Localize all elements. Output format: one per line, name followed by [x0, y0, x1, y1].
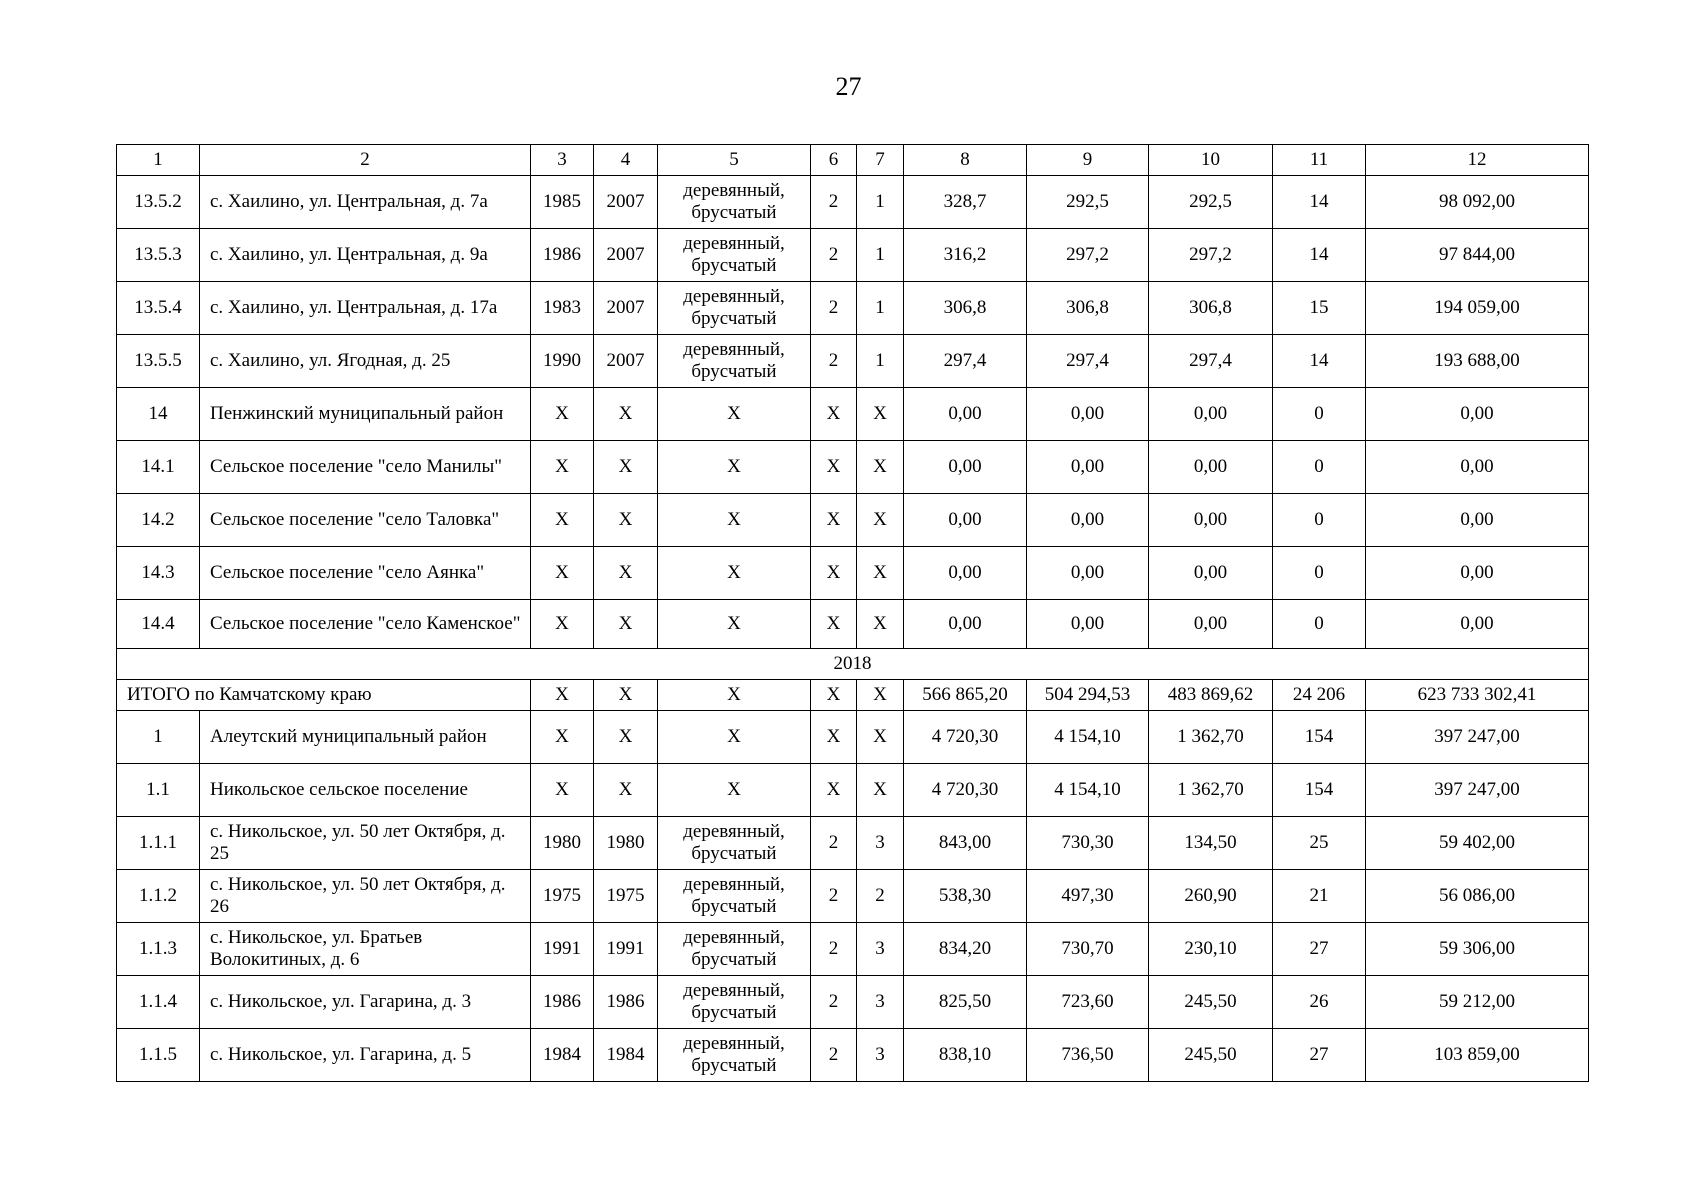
cell-c5: деревянный, брусчатый	[658, 870, 811, 923]
cell-c10: 0,00	[1149, 388, 1273, 441]
cell-c7: 3	[857, 976, 904, 1029]
cell-c5: X	[658, 600, 811, 649]
table-row	[117, 229, 1589, 282]
cell-c11: 0	[1273, 388, 1366, 441]
cell-no: 1.1.4	[117, 976, 200, 1029]
cell-name: с. Никольское, ул. Братьев Волокитиных, д. 6	[200, 923, 531, 976]
cell-c9: 297,2	[1027, 229, 1149, 282]
cell-c4: 2007	[594, 176, 658, 229]
cell-c4: X	[594, 494, 658, 547]
cell-c4: X	[594, 441, 658, 494]
cell-c3: 1985	[531, 176, 594, 229]
cell-c7: 1	[857, 335, 904, 388]
cell-c3: X	[531, 764, 594, 817]
table-row	[117, 547, 1589, 600]
cell-name: Сельское поселение "село Аянка"	[200, 547, 531, 600]
cell-c6: 2	[811, 335, 857, 388]
column-header: 5	[658, 145, 811, 176]
cell-c7: 3	[857, 817, 904, 870]
table-row	[117, 388, 1589, 441]
total-cell-c9: 504 294,53	[1027, 680, 1149, 711]
cell-name: Сельское поселение "село Манилы"	[200, 441, 531, 494]
table-row	[117, 764, 1589, 817]
cell-c7: 3	[857, 923, 904, 976]
cell-c10: 245,50	[1149, 976, 1273, 1029]
cell-no: 13.5.2	[117, 176, 200, 229]
cell-c11: 27	[1273, 923, 1366, 976]
cell-c3: X	[531, 547, 594, 600]
total-cell-c11: 24 206	[1273, 680, 1366, 711]
cell-c6: 2	[811, 817, 857, 870]
column-header: 4	[594, 145, 658, 176]
cell-c8: 0,00	[904, 388, 1027, 441]
cell-name: Никольское сельское поселение	[200, 764, 531, 817]
column-header: 12	[1366, 145, 1589, 176]
cell-c3: X	[531, 441, 594, 494]
cell-c9: 723,60	[1027, 976, 1149, 1029]
cell-no: 1.1.5	[117, 1029, 200, 1082]
cell-c4: X	[594, 600, 658, 649]
year-label: 2018	[117, 649, 1589, 680]
cell-c7: 1	[857, 176, 904, 229]
cell-name: Сельское поселение "село Таловка"	[200, 494, 531, 547]
column-header: 3	[531, 145, 594, 176]
cell-c9: 736,50	[1027, 1029, 1149, 1082]
cell-c6: X	[811, 547, 857, 600]
cell-c6: 2	[811, 282, 857, 335]
cell-c6: X	[811, 764, 857, 817]
column-header: 9	[1027, 145, 1149, 176]
cell-c8: 0,00	[904, 494, 1027, 547]
cell-c4: 1980	[594, 817, 658, 870]
cell-c6: 2	[811, 976, 857, 1029]
cell-c12: 59 212,00	[1366, 976, 1589, 1029]
total-label: ИТОГО по Камчатскому краю	[117, 680, 531, 711]
cell-c10: 0,00	[1149, 494, 1273, 547]
cell-c4: X	[594, 388, 658, 441]
table-row	[117, 600, 1589, 649]
column-header: 2	[200, 145, 531, 176]
cell-c10: 0,00	[1149, 547, 1273, 600]
total-cell-c6: X	[811, 680, 857, 711]
cell-no: 1	[117, 711, 200, 764]
cell-c8: 0,00	[904, 547, 1027, 600]
cell-c8: 0,00	[904, 441, 1027, 494]
cell-c5: деревянный, брусчатый	[658, 817, 811, 870]
cell-c3: 1980	[531, 817, 594, 870]
cell-c10: 245,50	[1149, 1029, 1273, 1082]
cell-c5: X	[658, 388, 811, 441]
cell-c3: 1983	[531, 282, 594, 335]
cell-c5: деревянный, брусчатый	[658, 335, 811, 388]
cell-c10: 1 362,70	[1149, 711, 1273, 764]
cell-no: 14.4	[117, 600, 200, 649]
total-cell-c8: 566 865,20	[904, 680, 1027, 711]
cell-c12: 98 092,00	[1366, 176, 1589, 229]
table-row	[117, 976, 1589, 1029]
cell-c4: 2007	[594, 282, 658, 335]
cell-c3: 1975	[531, 870, 594, 923]
cell-c9: 730,30	[1027, 817, 1149, 870]
column-header: 10	[1149, 145, 1273, 176]
column-header: 8	[904, 145, 1027, 176]
cell-c11: 14	[1273, 229, 1366, 282]
cell-c9: 306,8	[1027, 282, 1149, 335]
cell-c11: 0	[1273, 441, 1366, 494]
cell-c9: 730,70	[1027, 923, 1149, 976]
table-row	[117, 494, 1589, 547]
cell-c9: 497,30	[1027, 870, 1149, 923]
cell-c5: X	[658, 494, 811, 547]
total-cell-c3: X	[531, 680, 594, 711]
column-header: 6	[811, 145, 857, 176]
cell-c8: 306,8	[904, 282, 1027, 335]
cell-c4: 1986	[594, 976, 658, 1029]
cell-c7: X	[857, 441, 904, 494]
cell-c4: 1991	[594, 923, 658, 976]
cell-c5: деревянный, брусчатый	[658, 176, 811, 229]
cell-c9: 292,5	[1027, 176, 1149, 229]
cell-c10: 0,00	[1149, 600, 1273, 649]
table-body	[117, 145, 1589, 1082]
total-cell-c7: X	[857, 680, 904, 711]
cell-no: 1.1.3	[117, 923, 200, 976]
cell-c6: X	[811, 441, 857, 494]
cell-c10: 306,8	[1149, 282, 1273, 335]
cell-c9: 4 154,10	[1027, 764, 1149, 817]
cell-no: 13.5.4	[117, 282, 200, 335]
cell-c8: 297,4	[904, 335, 1027, 388]
cell-c4: X	[594, 547, 658, 600]
cell-c8: 834,20	[904, 923, 1027, 976]
cell-c10: 292,5	[1149, 176, 1273, 229]
table-row	[117, 1029, 1589, 1082]
cell-c6: 2	[811, 870, 857, 923]
cell-c11: 0	[1273, 547, 1366, 600]
cell-c12: 59 306,00	[1366, 923, 1589, 976]
cell-c9: 297,4	[1027, 335, 1149, 388]
cell-c6: X	[811, 711, 857, 764]
cell-c5: X	[658, 547, 811, 600]
cell-c5: X	[658, 441, 811, 494]
cell-c7: 1	[857, 229, 904, 282]
cell-no: 13.5.3	[117, 229, 200, 282]
cell-c12: 0,00	[1366, 600, 1589, 649]
cell-c8: 0,00	[904, 600, 1027, 649]
cell-no: 1.1.1	[117, 817, 200, 870]
cell-c6: X	[811, 388, 857, 441]
cell-c9: 4 154,10	[1027, 711, 1149, 764]
cell-c12: 0,00	[1366, 547, 1589, 600]
column-header: 11	[1273, 145, 1366, 176]
table-row	[117, 176, 1589, 229]
cell-c10: 297,2	[1149, 229, 1273, 282]
table-row	[117, 282, 1589, 335]
cell-c6: X	[811, 600, 857, 649]
total-cell-c4: X	[594, 680, 658, 711]
cell-name: с. Хаилино, ул. Центральная, д. 7а	[200, 176, 531, 229]
cell-c12: 0,00	[1366, 494, 1589, 547]
cell-name: с. Никольское, ул. 50 лет Октября, д. 26	[200, 870, 531, 923]
cell-c12: 97 844,00	[1366, 229, 1589, 282]
total-cell-c12: 623 733 302,41	[1366, 680, 1589, 711]
cell-c3: X	[531, 494, 594, 547]
cell-c5: деревянный, брусчатый	[658, 1029, 811, 1082]
cell-c4: 1975	[594, 870, 658, 923]
cell-name: Сельское поселение "село Каменское"	[200, 600, 531, 649]
cell-name: с. Никольское, ул. Гагарина, д. 3	[200, 976, 531, 1029]
cell-c8: 843,00	[904, 817, 1027, 870]
cell-c12: 0,00	[1366, 441, 1589, 494]
cell-c3: X	[531, 711, 594, 764]
cell-c12: 397 247,00	[1366, 764, 1589, 817]
cell-c9: 0,00	[1027, 547, 1149, 600]
cell-c9: 0,00	[1027, 441, 1149, 494]
cell-c11: 14	[1273, 176, 1366, 229]
cell-c7: X	[857, 547, 904, 600]
cell-c8: 316,2	[904, 229, 1027, 282]
cell-c11: 154	[1273, 711, 1366, 764]
cell-c10: 0,00	[1149, 441, 1273, 494]
cell-c10: 260,90	[1149, 870, 1273, 923]
cell-c8: 328,7	[904, 176, 1027, 229]
cell-c7: 1	[857, 282, 904, 335]
table-row	[117, 870, 1589, 923]
cell-c5: деревянный, брусчатый	[658, 923, 811, 976]
cell-c8: 838,10	[904, 1029, 1027, 1082]
cell-c11: 14	[1273, 335, 1366, 388]
cell-name: с. Хаилино, ул. Ягодная, д. 25	[200, 335, 531, 388]
cell-no: 14	[117, 388, 200, 441]
cell-c5: деревянный, брусчатый	[658, 282, 811, 335]
cell-c11: 154	[1273, 764, 1366, 817]
cell-c11: 0	[1273, 494, 1366, 547]
column-header: 7	[857, 145, 904, 176]
cell-c3: X	[531, 600, 594, 649]
total-row	[117, 680, 1589, 711]
cell-c4: 1984	[594, 1029, 658, 1082]
cell-c4: X	[594, 711, 658, 764]
cell-no: 1.1	[117, 764, 200, 817]
cell-c3: X	[531, 388, 594, 441]
cell-c6: 2	[811, 176, 857, 229]
cell-c9: 0,00	[1027, 388, 1149, 441]
cell-c12: 397 247,00	[1366, 711, 1589, 764]
cell-c4: 2007	[594, 229, 658, 282]
cell-c7: X	[857, 388, 904, 441]
cell-name: с. Хаилино, ул. Центральная, д. 17а	[200, 282, 531, 335]
cell-c8: 4 720,30	[904, 764, 1027, 817]
cell-c8: 4 720,30	[904, 711, 1027, 764]
cell-c10: 134,50	[1149, 817, 1273, 870]
cell-c4: X	[594, 764, 658, 817]
table-row	[117, 923, 1589, 976]
cell-c11: 26	[1273, 976, 1366, 1029]
cell-c12: 103 859,00	[1366, 1029, 1589, 1082]
cell-no: 14.3	[117, 547, 200, 600]
cell-name: Пенжинский муниципальный район	[200, 388, 531, 441]
cell-c5: деревянный, брусчатый	[658, 229, 811, 282]
cell-c11: 15	[1273, 282, 1366, 335]
table-row	[117, 441, 1589, 494]
cell-c3: 1986	[531, 976, 594, 1029]
cell-name: с. Никольское, ул. Гагарина, д. 5	[200, 1029, 531, 1082]
column-number-row	[117, 145, 1589, 176]
column-header: 1	[117, 145, 200, 176]
cell-c7: X	[857, 494, 904, 547]
cell-c12: 193 688,00	[1366, 335, 1589, 388]
cell-c7: 3	[857, 1029, 904, 1082]
cell-c5: X	[658, 764, 811, 817]
cell-c9: 0,00	[1027, 494, 1149, 547]
total-cell-c5: X	[658, 680, 811, 711]
cell-no: 14.1	[117, 441, 200, 494]
cell-name: с. Хаилино, ул. Центральная, д. 9а	[200, 229, 531, 282]
cell-c7: X	[857, 600, 904, 649]
cell-c11: 21	[1273, 870, 1366, 923]
cell-c11: 27	[1273, 1029, 1366, 1082]
cell-c3: 1991	[531, 923, 594, 976]
cell-c6: 2	[811, 229, 857, 282]
cell-c11: 0	[1273, 600, 1366, 649]
cell-c10: 1 362,70	[1149, 764, 1273, 817]
cell-c12: 59 402,00	[1366, 817, 1589, 870]
cell-c6: 2	[811, 1029, 857, 1082]
cell-c4: 2007	[594, 335, 658, 388]
cell-c12: 56 086,00	[1366, 870, 1589, 923]
cell-c8: 825,50	[904, 976, 1027, 1029]
cell-no: 1.1.2	[117, 870, 200, 923]
cell-c5: X	[658, 711, 811, 764]
cell-c3: 1986	[531, 229, 594, 282]
total-cell-c10: 483 869,62	[1149, 680, 1273, 711]
year-separator-row	[117, 649, 1589, 680]
cell-c9: 0,00	[1027, 600, 1149, 649]
cell-c8: 538,30	[904, 870, 1027, 923]
cell-c7: X	[857, 711, 904, 764]
cell-c12: 0,00	[1366, 388, 1589, 441]
housing-register-table	[116, 144, 1589, 1082]
cell-c12: 194 059,00	[1366, 282, 1589, 335]
cell-c3: 1984	[531, 1029, 594, 1082]
cell-c7: X	[857, 764, 904, 817]
page-number: 27	[835, 72, 862, 101]
cell-c10: 297,4	[1149, 335, 1273, 388]
cell-c6: X	[811, 494, 857, 547]
cell-c6: 2	[811, 923, 857, 976]
cell-c7: 2	[857, 870, 904, 923]
cell-no: 13.5.5	[117, 335, 200, 388]
cell-c11: 25	[1273, 817, 1366, 870]
cell-c3: 1990	[531, 335, 594, 388]
cell-c5: деревянный, брусчатый	[658, 976, 811, 1029]
cell-name: с. Никольское, ул. 50 лет Октября, д. 25	[200, 817, 531, 870]
cell-name: Алеутский муниципальный район	[200, 711, 531, 764]
table-row	[117, 335, 1589, 388]
table-row	[117, 817, 1589, 870]
table-row	[117, 711, 1589, 764]
cell-c10: 230,10	[1149, 923, 1273, 976]
cell-no: 14.2	[117, 494, 200, 547]
